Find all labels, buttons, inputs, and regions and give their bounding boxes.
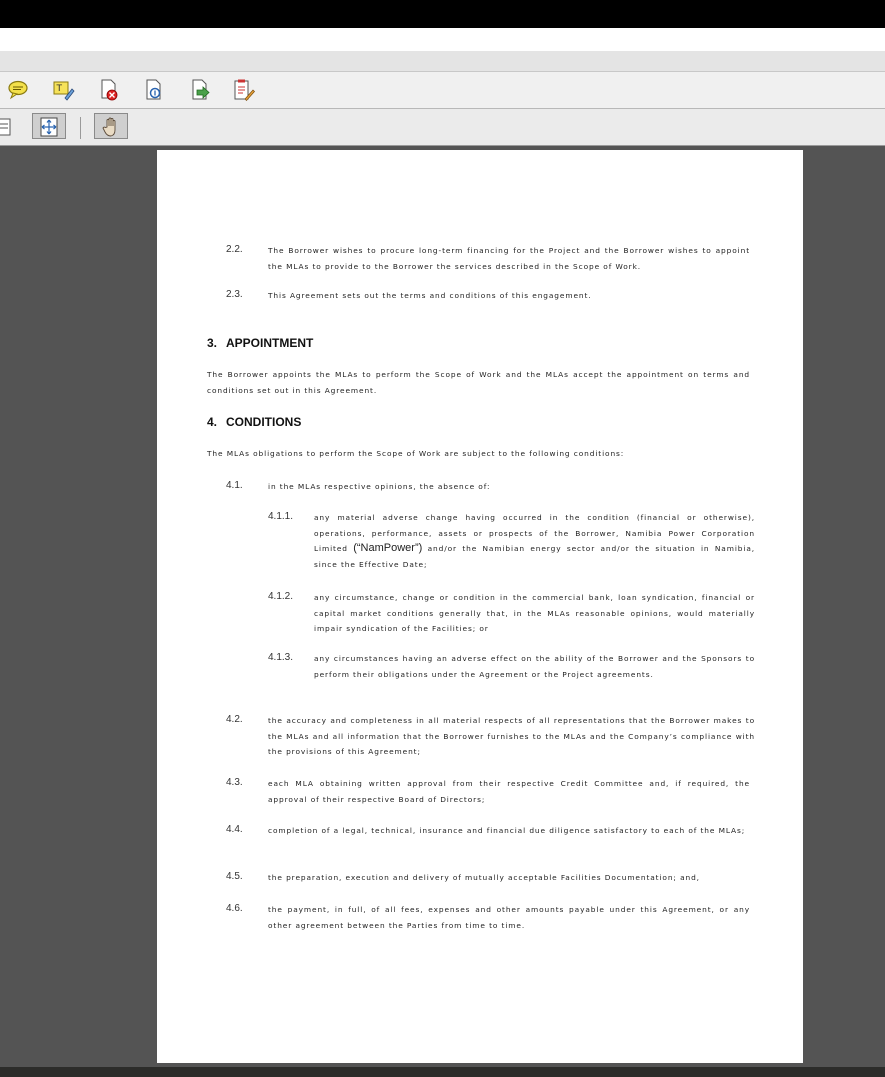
section-number: 4. <box>207 415 218 429</box>
clause-number: 4.1. <box>226 480 243 491</box>
hand-tool-button[interactable] <box>94 113 128 139</box>
clause-number: 4.5. <box>226 871 243 882</box>
appointment-text: The Borrower appoints the MLAs to perform the Scope of Work and the MLAs accept the appointment on terms and conditions set out in this Agreement. <box>207 370 750 395</box>
clause-number: 2.3. <box>226 289 243 300</box>
status-bar <box>0 1067 885 1077</box>
fit-page-button[interactable] <box>32 113 66 139</box>
svg-text:T: T <box>56 84 62 94</box>
clause-2-2-text: The Borrower wishes to procure long-term financing for the Project and the Borrower wishes to appoint the MLAs to provide to the Borrower the services described in the Scope of Work. <box>268 246 750 271</box>
clause-4-1-2-text: any circumstance, change or condition in the commercial bank, loan syndication, financial or capital market conditions generally that, in the MLAs reasonable opinions, would materially impair syndication of the Facilities; or <box>314 593 755 634</box>
page-layout-icon[interactable] <box>0 115 16 139</box>
menu-bar <box>0 51 885 72</box>
checklist-icon[interactable] <box>231 78 255 102</box>
clause-2-3-text: This Agreement sets out the terms and conditions of this engagement. <box>268 291 592 300</box>
nampower-term: (“NamPower”) <box>353 542 423 555</box>
section-heading-conditions: CONDITIONS <box>226 415 302 429</box>
section-number: 3. <box>207 336 218 350</box>
title-bar <box>0 0 885 28</box>
clause-4-1-text: in the MLAs respective opinions, the absence of: <box>268 482 491 491</box>
clause-4-5-text: the preparation, execution and delivery of mutually acceptable Facilities Documentation; and, <box>268 873 700 882</box>
view-toolbar <box>0 109 885 146</box>
document-page <box>157 150 803 1063</box>
clause-4-3-text: each MLA obtaining written approval from their respective Credit Committee and, if required, the approval of their respective Board of Directors; <box>268 779 750 804</box>
clause-number: 4.2. <box>226 714 243 725</box>
clause-number: 4.6. <box>226 903 243 914</box>
section-heading-appointment: APPOINTMENT <box>226 336 314 350</box>
clause-4-1-1-text: any material adverse change having occurred in the condition (financial or otherwise), operations, performance, assets or prospects of the Borrower, Namibia Power Corporation Limited (“NamPower”) and/or the Namibian energy sector and/or the situation in Namibia, since the Effective Date; <box>314 513 756 569</box>
clause-4-1-3-text: any circumstances having an adverse effect on the ability of the Borrower and the Sponsors to perform their obligations under the Agreement or the Project agreements. <box>314 654 755 679</box>
clause-number: 4.1.2. <box>268 591 294 602</box>
window-gap <box>0 28 885 51</box>
clause-number: 4.4. <box>226 824 243 835</box>
text-edit-icon[interactable] <box>51 78 75 102</box>
comment-icon[interactable] <box>6 78 30 102</box>
toolbar-separator <box>80 117 81 139</box>
clause-4-6-text: the payment, in full, of all fees, expenses and other amounts payable under this Agreement, or any other agreement between the Parties from time to time. <box>268 905 750 930</box>
clause-4-2-text: the accuracy and completeness in all material respects of all representations that the Borrower makes to the MLAs and all information that the Borrower furnishes to the MLAs and the Company’s compliance with the provisions of this Agreement; <box>268 716 755 757</box>
clause-number: 4.3. <box>226 777 243 788</box>
clause-number: 2.2. <box>226 244 243 255</box>
clause-number: 4.1.3. <box>268 652 294 663</box>
export-icon[interactable] <box>188 78 212 102</box>
attach-icon[interactable] <box>142 78 166 102</box>
conditions-intro-text: The MLAs obligations to perform the Scope of Work are subject to the following conditions: <box>207 449 625 458</box>
delete-page-icon[interactable] <box>97 78 121 102</box>
annotation-toolbar <box>0 72 885 109</box>
clause-number: 4.1.1. <box>268 511 294 522</box>
clause-4-4-text: completion of a legal, technical, insurance and financial due diligence satisfactory to each of the MLAs; <box>268 826 746 835</box>
